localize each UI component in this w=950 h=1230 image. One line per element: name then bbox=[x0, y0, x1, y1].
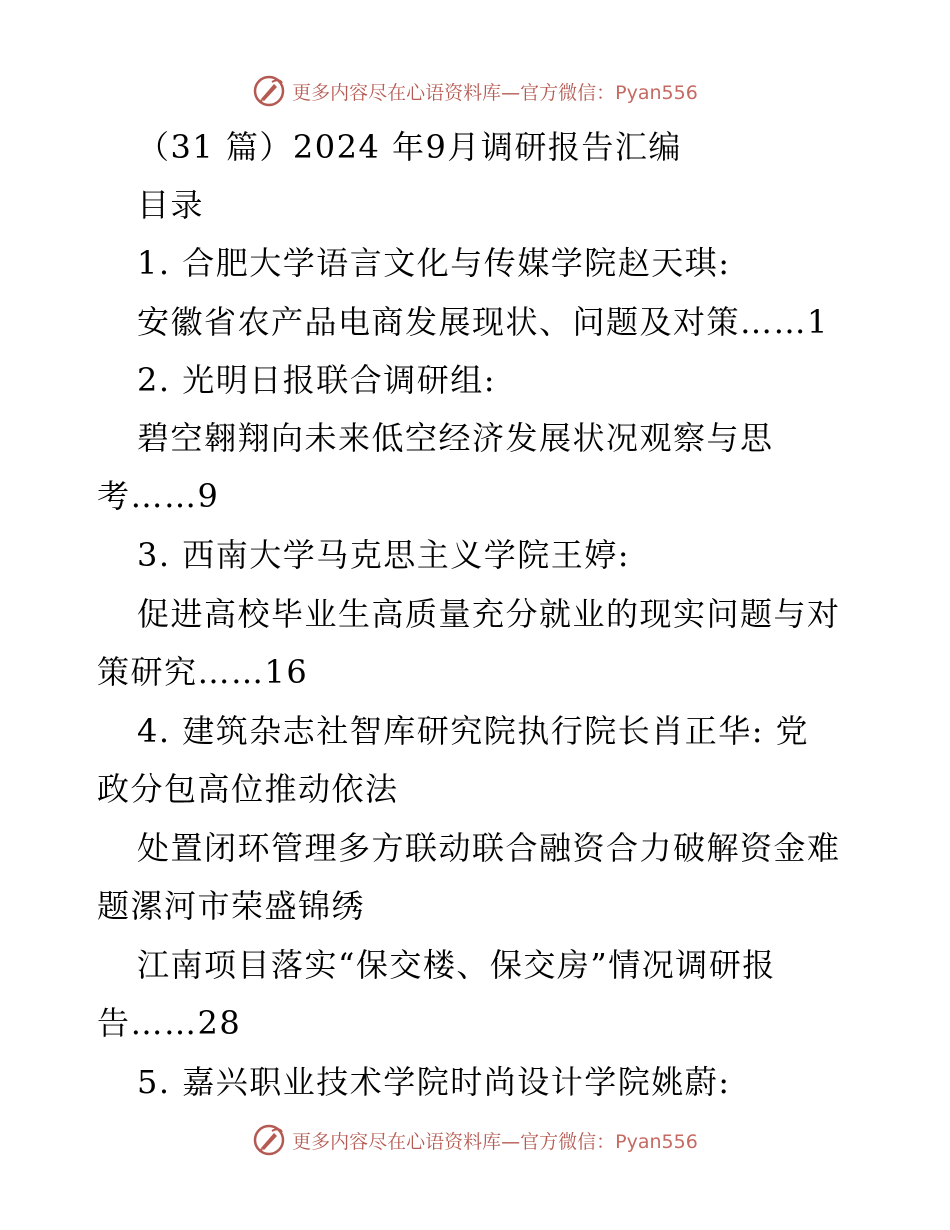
watermark-footer bbox=[0, 1120, 950, 1160]
toc-entry-2-title-cont: 考……9 bbox=[97, 477, 220, 515]
toc-entry-3-author: 3. 西南大学马克思主义学院王婷: bbox=[137, 536, 630, 574]
toc-entry-3-title: 促进高校毕业生高质量充分就业的现实问题与对 bbox=[137, 595, 841, 633]
toc-entry-1-title: 安徽省农产品电商发展现状、问题及对策……1 bbox=[137, 303, 829, 341]
toc-entry-4-title-cont: 告……28 bbox=[97, 1004, 242, 1042]
watermark-wechat-id: Pyan556 bbox=[615, 81, 698, 104]
watermark-text: 更多内容尽在心语资料库—官方微信：Pyan556 bbox=[292, 1130, 698, 1153]
watermark-wechat-id: Pyan556 bbox=[615, 1130, 698, 1153]
document-title: （31 篇）2024 年9月调研报告汇编 bbox=[137, 128, 682, 166]
toc-entry-4-author: 4. 建筑杂志社智库研究院执行院长肖正华: 党 bbox=[137, 712, 810, 750]
watermark-header bbox=[0, 71, 950, 111]
toc-entry-4-title-line-1: 政分包高位推动依法 bbox=[97, 770, 399, 808]
toc-entry-5-author: 5. 嘉兴职业技术学院时尚设计学院姚蔚: bbox=[137, 1063, 731, 1101]
toc-heading: 目录 bbox=[137, 186, 205, 224]
toc-entry-4-title-line-2: 处置闭环管理多方联动联合融资合力破解资金难 bbox=[137, 829, 841, 867]
toc-entry-4-title-line-3: 题漯河市荣盛锦绣 bbox=[97, 887, 366, 925]
toc-entry-3-title-cont: 策研究……16 bbox=[97, 653, 309, 691]
pen-logo-icon bbox=[252, 1123, 286, 1157]
toc-entry-2-title: 碧空翱翔向未来低空经济发展状况观察与思 bbox=[137, 419, 774, 457]
pen-logo-icon bbox=[252, 74, 286, 108]
toc-entry-1-author: 1. 合肥大学语言文化与传媒学院赵天琪: bbox=[137, 244, 731, 282]
watermark-text: 更多内容尽在心语资料库—官方微信：Pyan556 bbox=[292, 81, 698, 104]
toc-entry-2-author: 2. 光明日报联合调研组: bbox=[137, 361, 496, 399]
toc-entry-4-title-line-4: 江南项目落实“保交楼、保交房”情况调研报 bbox=[137, 946, 776, 984]
